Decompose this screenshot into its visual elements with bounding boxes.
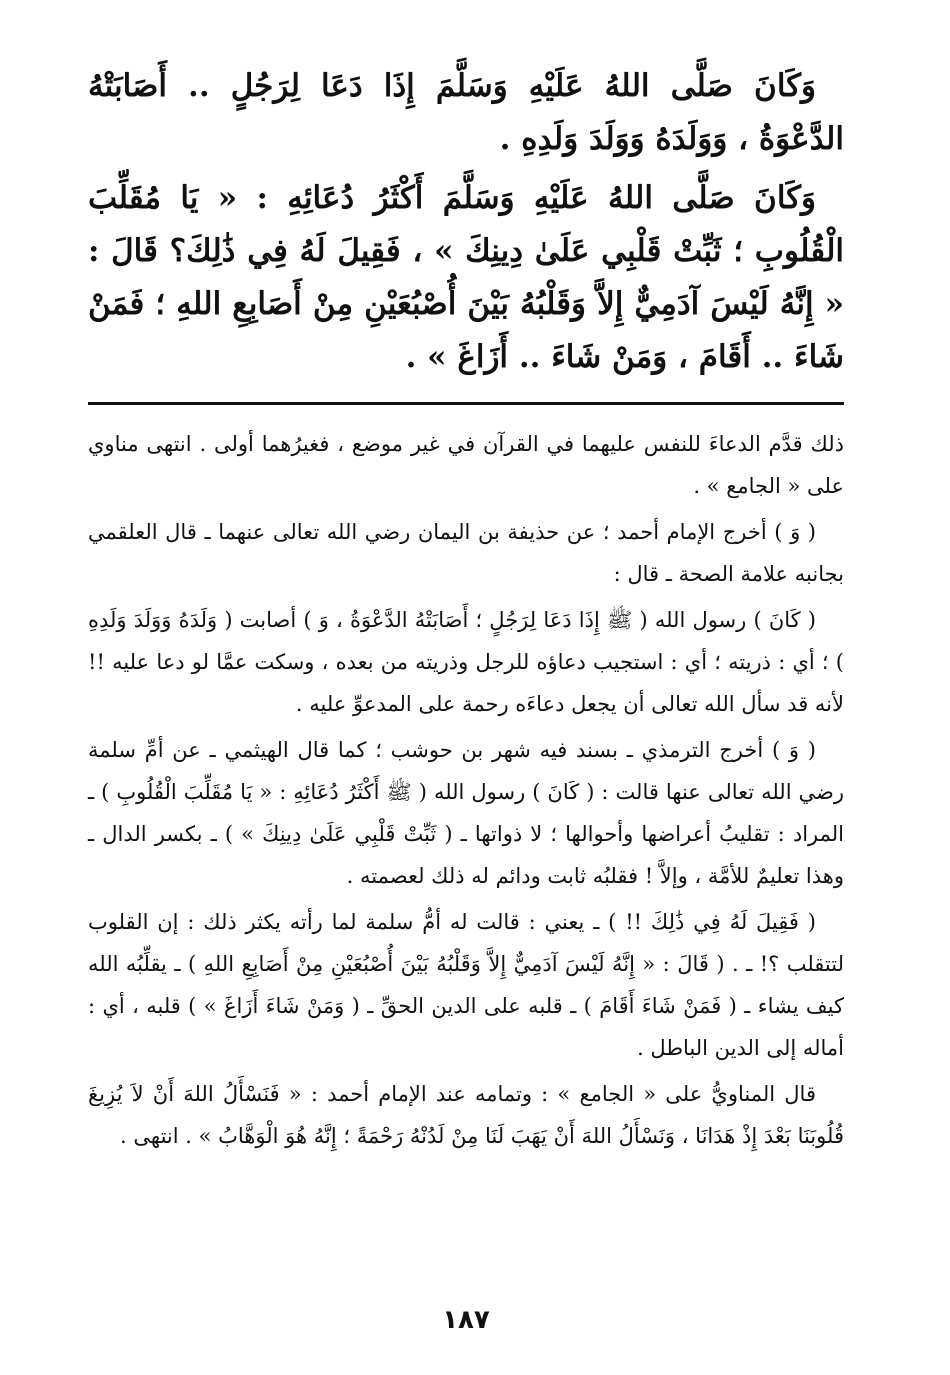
- note-paragraph: ( فَقِيلَ لَهُ فِي ذَٰلِكَ !! ) ـ يعني : قالت له أمُّ سلمة لما رأته يكثر ذلك : إن القلوب لتتقلب ؟! ـ . ( قَالَ : « إِنَّهُ لَيْسَ آدَمِيٌّ إِلاَّ وَقَلْبُهُ بَيْنَ أُصْبُعَيْنِ مِنْ أَصَابِعِ اللهِ ) ـ يقلِّبُه الله كيف يشاء ـ ( فَمَنْ شَاءَ أَقَامَ ) ـ قلبه على الدين الحقِّ ـ ( وَمَنْ شَاءَ أَزَاغَ » ) قلبه ، أي : أماله إلى الدين الباطل .: [88, 910, 844, 1060]
- note-paragraph: ( وَ ) أخرج الترمذي ـ بسند فيه شهر بن حوشب ؛ كما قال الهيثمي ـ عن أمِّ سلمة رضي الله تعالى عنها قالت : ( كَانَ ) رسول الله ( ﷺ أَكْثَرُ دُعَائِهِ : « يَا مُقَلِّبَ الْقُلُوبِ ) ـ المراد : تقليبُ أعراضها وأحوالها ؛ لا ذواتها ـ ( ثَبِّتْ قَلْبِي عَلَىٰ دِينِكَ » ) ـ بكسر الدال ـ وهذا تعليمٌ للأمَّة ، وإلاَّ ! فقلبُه ثابت ودائم له ذلك لعصمته .: [88, 738, 844, 888]
- commentary-notes: [88, 423, 844, 1157]
- note-paragraph: ( وَ ) أخرج الإمام أحمد ؛ عن حذيفة بن اليمان رضي الله تعالى عنهما ـ قال العلقمي بجانبه علامة الصحة ـ قال :: [88, 520, 844, 586]
- main-paragraph: وَكَانَ صَلَّى اللهُ عَلَيْهِ وَسَلَّمَ إِذَا دَعَا لِرَجُلٍ .. أَصَابَتْهُ الدَّعْوَةُ ، وَوَلَدَهُ وَوَلَدَ وَلَدِهِ .: [88, 68, 844, 157]
- note-paragraph: قال المناويُّ على « الجامع » : وتمامه عند الإمام أحمد : « فَنَسْأَلُ اللهَ أَنْ لاَ يُزِيغَ قُلُوبَنَا بَعْدَ إِذْ هَدَانَا ، وَنَسْأَلُ اللهَ أَنْ يَهَبَ لَنَا مِنْ لَدُنْهُ رَحْمَةً ؛ إِنَّهُ هُوَ الْوَهَّابُ » . انتهى .: [88, 1082, 844, 1148]
- footnote-divider: [88, 402, 844, 405]
- note-paragraph: ذلك قدَّم الدعاءَ للنفس عليهما في القرآن في غير موضع ، فغيرُهما أولى . انتهى مناوي على « الجامع » .: [88, 432, 844, 498]
- main-paragraph: وَكَانَ صَلَّى اللهُ عَلَيْهِ وَسَلَّمَ أَكْثَرُ دُعَائِهِ : « يَا مُقَلِّبَ الْقُلُوبِ ؛ ثَبِّتْ قَلْبِي عَلَىٰ دِينِكَ » ، فَقِيلَ لَهُ فِي ذَٰلِكَ؟ قَالَ : « إِنَّهُ لَيْسَ آدَمِيٌّ إِلاَّ وَقَلْبُهُ بَيْنَ أُصْبُعَيْنِ مِنْ أَصَابِعِ اللهِ ؛ فَمَنْ شَاءَ .. أَقَامَ ، وَمَنْ شَاءَ .. أَزَاغَ » .: [88, 180, 844, 375]
- main-hadith-text: [88, 60, 844, 384]
- book-page: [88, 60, 844, 1335]
- note-paragraph: ( كَانَ ) رسول الله ( ﷺ إِذَا دَعَا لِرَجُلٍ ؛ أَصَابَتْهُ الدَّعْوَةُ ، وَ ) أصابت ( وَلَدَهُ وَوَلَدَ وَلَدِهِ ) ؛ أي : ذريته ؛ أي : استجيب دعاؤه للرجل وذريته من بعده ، وسكت عمَّا لو دعا عليه !! لأنه قد سأل الله تعالى أن يجعل دعاءَه رحمة على المدعوِّ عليه .: [88, 608, 844, 716]
- page-number: ١٨٧: [442, 1305, 490, 1335]
